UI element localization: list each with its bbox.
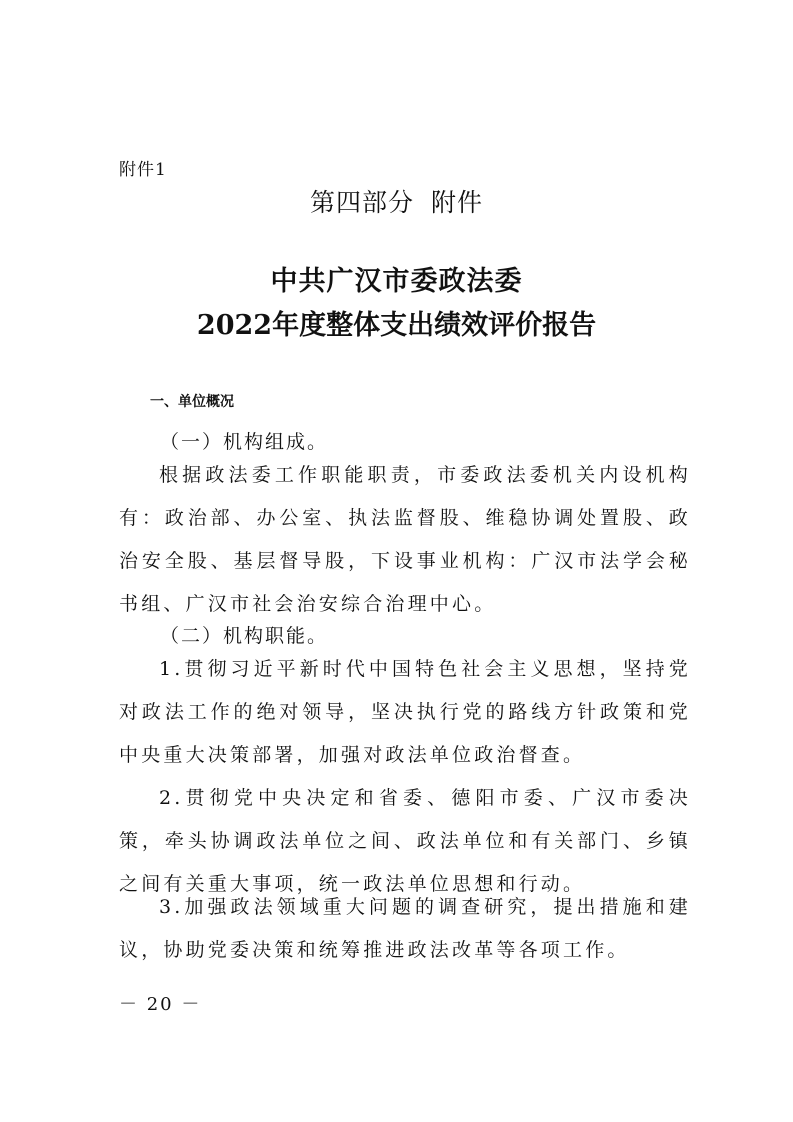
- subheading-functions: （二）机构职能。: [160, 625, 329, 647]
- subheading-organization: （一）机构组成。: [160, 431, 329, 453]
- report-title-line-2: 2022年度整体支出绩效评价报告: [196, 310, 597, 341]
- paragraph-function-1: 1.贯彻习近平新时代中国特色社会主义思想，坚持党对政法工作的绝对领导，坚决执行党的路线方针政策和党中央重大决策部署，加强对政法单位政治督查。: [119, 658, 691, 766]
- report-title-line-1: 中共广汉市委政法委: [270, 266, 523, 297]
- part-title: 第四部分 附件: [310, 188, 483, 217]
- paragraph-organization: 根据政法委工作职能职责，市委政法委机关内设机构有：政治部、办公室、执法监督股、维稳协调处置股、政治安全股、基层督导股，下设事业机构：广汉市法学会秘书组、广汉市社会治安综合治理中心。: [119, 464, 691, 615]
- page-number: － 20 －: [119, 994, 202, 1015]
- paragraph-function-3: 3.加强政法领域重大问题的调查研究，提出措施和建议，协助党委决策和统筹推进政法改革等各项工作。: [119, 896, 691, 961]
- attachment-label: 附件1: [119, 160, 167, 180]
- section-heading-unit-overview: 一、单位概况: [150, 394, 234, 410]
- paragraph-function-2: 2.贯彻党中央决定和省委、德阳市委、广汉市委决策，牵头协调政法单位之间、政法单位和有关部门、乡镇之间有关重大事项，统一政法单位思想和行动。: [119, 787, 691, 895]
